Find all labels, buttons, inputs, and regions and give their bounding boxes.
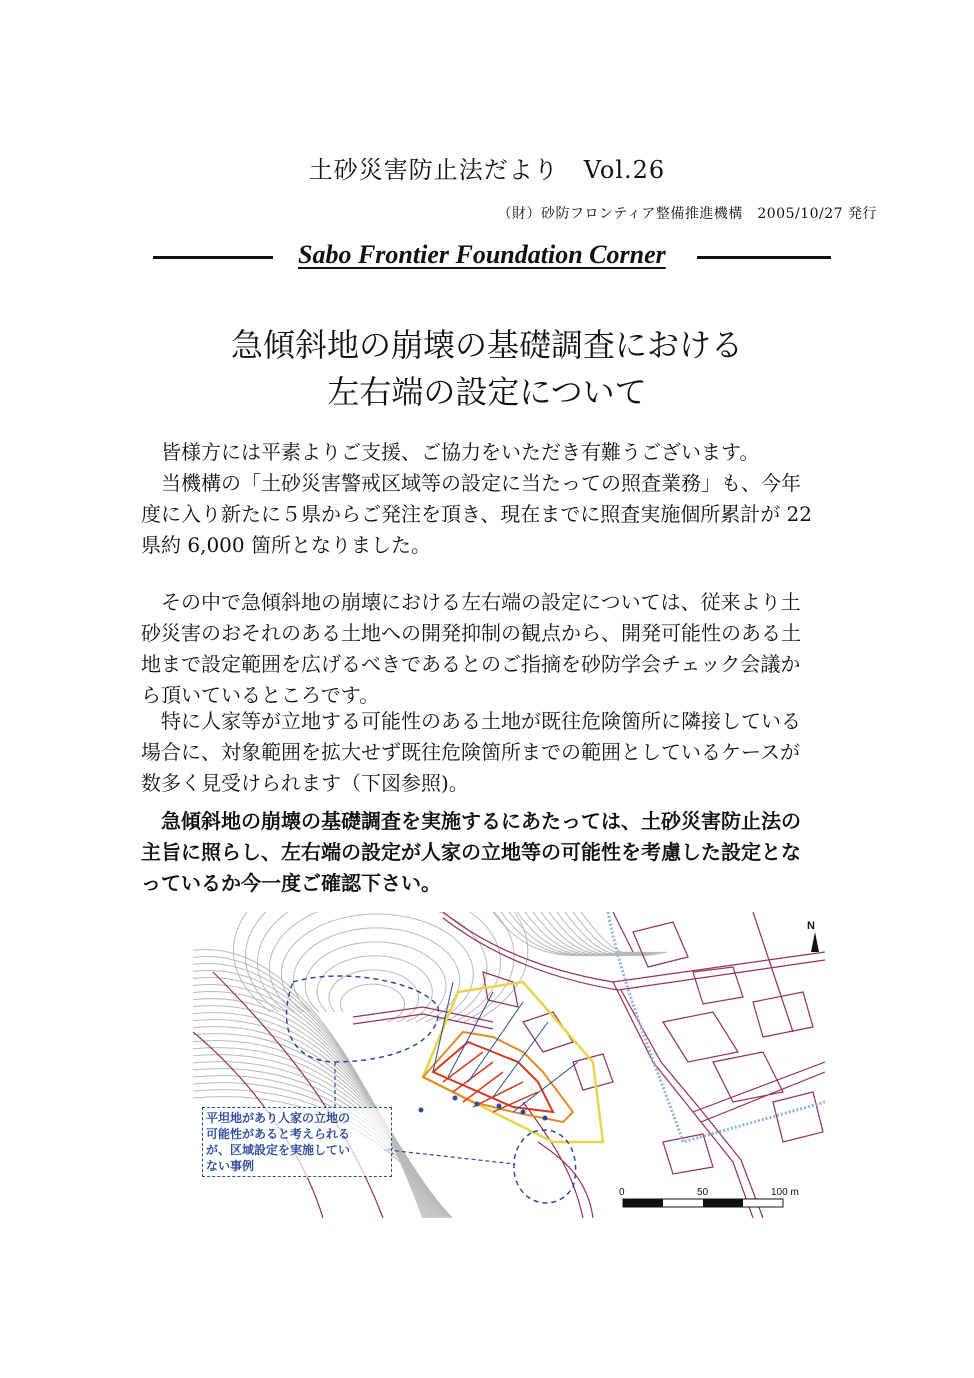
article-title-line: 左右端の設定について: [327, 373, 647, 411]
banner-title: Sabo Frontier Foundation Corner: [298, 240, 666, 269]
paragraph-line: 当機構の「土砂災害警戒区域等の設定に当たっての照査業務」も、今年: [141, 471, 801, 495]
callout-line: 平坦地があり人家の立地の: [206, 1111, 351, 1125]
paragraph-line: ら頂いているところです。: [141, 683, 380, 707]
paragraph-line: 特に人家等が立地する可能性のある土地が既往危険箇所に隣接している: [141, 709, 801, 733]
paragraph-line: その中で急傾斜地の崩壊における左右端の設定については、従来より土: [141, 590, 801, 614]
callout-line: 可能性があると考えられる: [206, 1127, 351, 1141]
banner-rule-left: [153, 256, 273, 259]
paragraph-background: [141, 587, 881, 711]
banner-rule-right: [697, 256, 831, 259]
paragraph-line: 度に入り新たに５県からご発注を頂き、現在までに照査実施個所累計が 22: [141, 502, 813, 526]
scale-label-50: 50: [697, 1187, 709, 1198]
note-line: 主旨に照らし、左右端の設定が人家の立地等の可能性を考慮した設定とな: [141, 840, 801, 864]
site-map-figure: [193, 912, 825, 1218]
bold-note: [141, 806, 881, 899]
scale-label-100: 100 m: [771, 1187, 799, 1198]
paragraph-line: 場合に、対象範囲を拡大せず既往危険箇所までの範囲としているケースが: [141, 740, 800, 764]
note-line: 急傾斜地の崩壊の基礎調査を実施するにあたっては、土砂災害防止法の: [141, 809, 801, 833]
paragraph-greeting: [141, 437, 881, 468]
paragraph-line: 砂災害のおそれのある土地への開発抑制の観点から、開発可能性のある土: [141, 621, 801, 645]
paragraph-line: 県約 6,000 箇所となりました。: [141, 533, 431, 557]
note-line: っているか今一度ご確認下さい。: [141, 871, 441, 895]
paragraph-status: [141, 468, 881, 561]
article-title-line: 急傾斜地の崩壊の基礎調査における: [230, 326, 743, 364]
publisher-line: （財）砂防フロンティア整備推進機構 2005/10/27 発行: [497, 206, 877, 222]
paragraph-line: 数多く見受けられます（下図参照)。: [141, 771, 469, 795]
map-callout: [202, 1107, 392, 1177]
north-arrow-label: N: [807, 920, 815, 932]
paragraph-line: 皆様方には平素よりご支援、ご協力をいただき有難うございます。: [141, 440, 760, 464]
article-title: [0, 322, 974, 416]
callout-line: が、区域設定を実施してい: [206, 1143, 351, 1157]
callout-line: ない事例: [206, 1159, 255, 1173]
paragraph-issue: [141, 706, 881, 799]
newsletter-title: 土砂災害防止法だより Vol.26: [308, 156, 666, 184]
scale-label-0: 0: [619, 1187, 625, 1198]
paragraph-line: 地まで設定範囲を広げるべきであるとのご指摘を砂防学会チェック会議か: [141, 652, 801, 676]
